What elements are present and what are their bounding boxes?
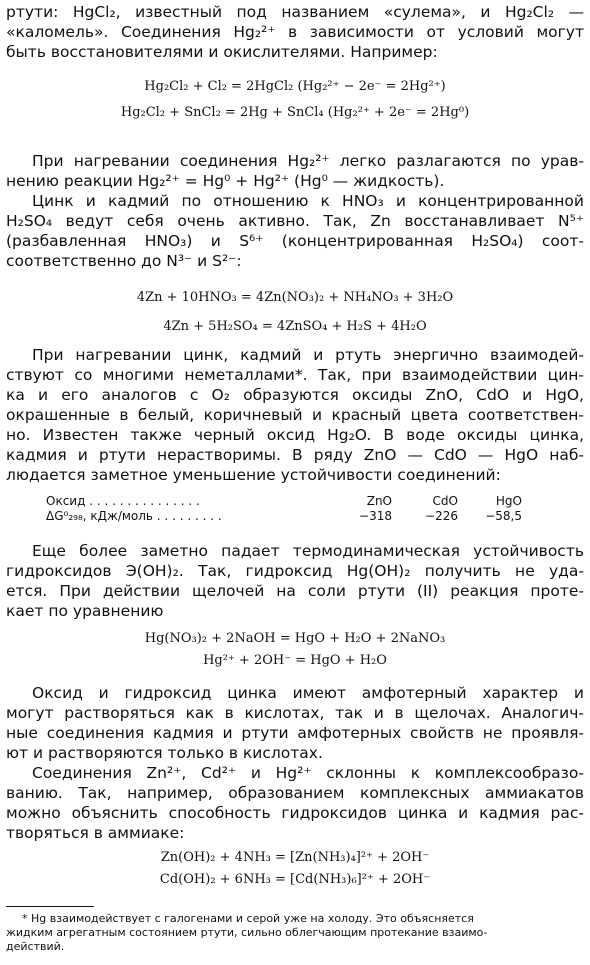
text-line: При нагревании цинк, кадмий и ртуть энергично взаимодей- — [32, 346, 584, 364]
text-line: При нагревании соединения Hg₂²⁺ легко разлагаются по урав- — [32, 152, 584, 170]
footnote-line: жидким агрегатным состоянием ртути, сильно облегчающим протекание взаимо- — [6, 926, 488, 939]
text-line: ют и растворяются только в кислотах. — [6, 744, 323, 762]
text-line: нению реакции Hg₂²⁺ = Hg⁰ + Hg²⁺ (Hg⁰ — жидкость). — [6, 172, 445, 190]
text-line: но. Известен также черный оксид Hg₂O. В воде оксиды цинка, — [6, 426, 584, 444]
text-line: гидроксидов Э(OH)₂. Так, гидроксид Hg(OH)₂ получить не уда- — [6, 562, 584, 580]
text-line: ртути: HgCl₂, известный под названием «сулема», и Hg₂Cl₂ — — [6, 3, 584, 21]
text-line: ванию. Так, например, образованием комплексных аммиакатов — [6, 784, 584, 802]
text-line: Цинк и кадмий по отношению к HNO₃ и концентрированной — [32, 192, 584, 210]
text-line: ствуют со многими неметаллами*. Так, при взаимодействии цин- — [6, 366, 584, 384]
table-row-label: Оксид . . . . . . . . . . . . . . . — [46, 494, 200, 508]
table-row-label: ΔG⁰₂₉₈, кДж/моль . . . . . . . . . — [46, 509, 222, 523]
text-line: творяться в аммиаке: — [6, 824, 185, 842]
equation: Hg₂Cl₂ + SnCl₂ = 2Hg + SnCl₄ (Hg₂²⁺ + 2e⁻ = 2Hg⁰) — [120, 105, 470, 120]
table-cell: −226 — [425, 509, 458, 523]
text-line: людается заметное уменьшение устойчивости соединений: — [6, 466, 501, 484]
text-line: Еще более заметно падает термодинамическая устойчивость — [32, 542, 584, 560]
text-line: кает по уравнению — [6, 602, 164, 620]
text-line: Соединения Zn²⁺, Cd²⁺ и Hg²⁺ склонны к комплексообразо- — [32, 764, 584, 782]
equation: Hg(NO₃)₂ + 2NaOH = HgO + H₂O + 2NaNO₃ — [144, 631, 446, 646]
table-header: HgO — [495, 494, 522, 508]
footnote-line: * Hg взаимодействует с галогенами и серой уже на холоду. Это объясняется — [22, 912, 474, 925]
table-header: CdO — [432, 494, 458, 508]
text-line: кадмия и ртути нерастворимы. В ряду ZnO — CdO — HgO наб- — [6, 446, 584, 464]
footnote-line: действий. — [6, 940, 65, 953]
equation: Hg₂Cl₂ + Cl₂ = 2HgCl₂ (Hg₂²⁺ − 2e⁻ = 2Hg²⁺) — [144, 79, 446, 94]
text-line: ется. При действии щелочей на соли ртути (II) реакция проте- — [6, 582, 584, 600]
text-line: окрашенные в белый, коричневый и красный цвета соответствен- — [6, 406, 584, 424]
text-line: ка и его аналогов с O₂ образуются оксиды ZnO, CdO и HgO, — [6, 386, 584, 404]
text-line: (разбавленная HNO₃) и S⁶⁺ (концентрированная H₂SO₄) соот- — [6, 232, 584, 250]
text-line: «каломель». Соединения Hg₂²⁺ в зависимости от условий могут — [6, 23, 584, 41]
equation: Cd(OH)₂ + 6NH₃ = [Cd(NH₃)₆]²⁺ + 2OH⁻ — [159, 872, 431, 887]
equation: Hg²⁺ + 2OH⁻ = HgO + H₂O — [203, 653, 387, 668]
footnote-divider — [6, 906, 94, 907]
table-cell: −58,5 — [485, 509, 522, 523]
table-header: ZnO — [366, 494, 392, 508]
table-cell: −318 — [359, 509, 392, 523]
text-line: ные соединения кадмия и ртути амфотерных свойств не проявля- — [6, 724, 584, 742]
text-line: можно объяснить способность гидроксидов цинка и кадмия рас- — [6, 804, 584, 822]
text-line: Оксид и гидроксид цинка имеют амфотерный характер и — [32, 684, 584, 702]
equation: 4Zn + 10HNO₃ = 4Zn(NO₃)₂ + NH₄NO₃ + 3H₂O — [136, 290, 454, 305]
equation: Zn(OH)₂ + 4NH₃ = [Zn(NH₃)₄]²⁺ + 2OH⁻ — [160, 850, 430, 865]
text-line: соответственно до N³⁻ и S²⁻: — [6, 252, 242, 270]
text-line: могут растворяться как в кислотах, так и в щелочах. Аналогич- — [6, 704, 584, 722]
text-line: H₂SO₄ ведут себя очень активно. Так, Zn восстанавливает N⁵⁺ — [6, 212, 584, 230]
text-line: быть восстановителями и окислителями. Например: — [6, 43, 438, 61]
equation: 4Zn + 5H₂SO₄ = 4ZnSO₄ + H₂S + 4H₂O — [163, 319, 427, 334]
